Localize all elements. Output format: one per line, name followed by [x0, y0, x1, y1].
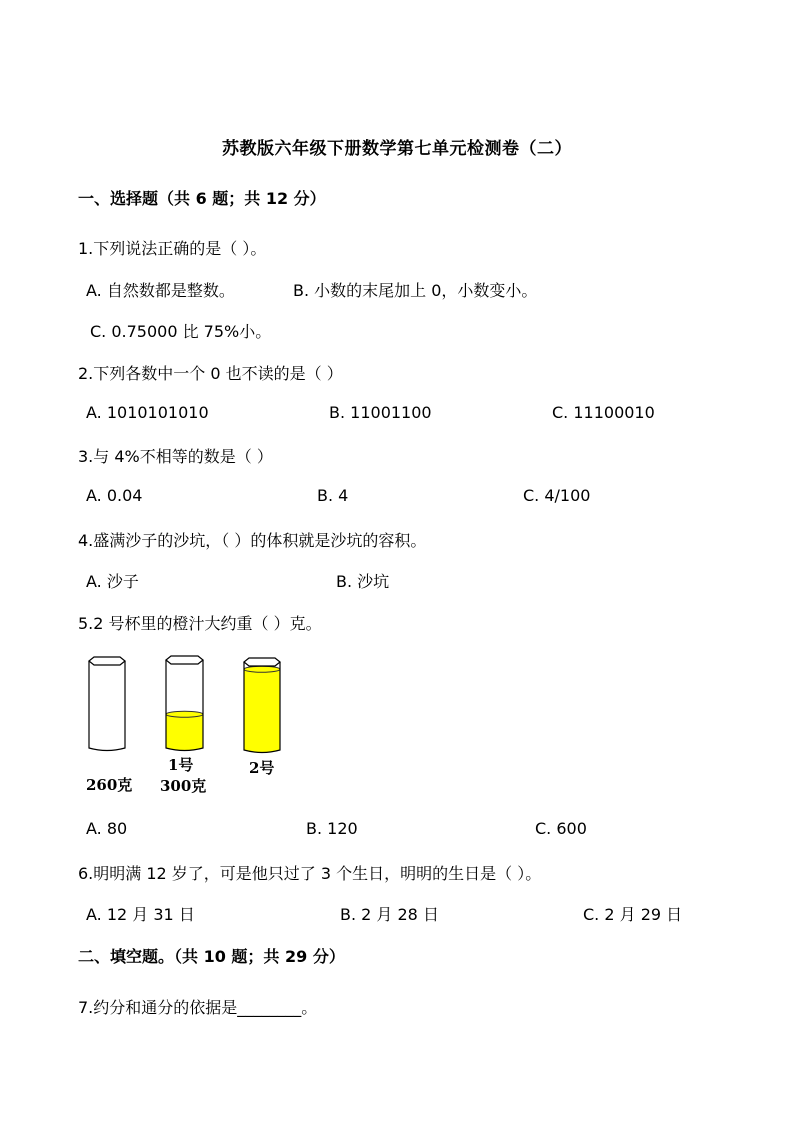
question-4: 4.盛满沙子的沙坑，（ ）的体积就是沙坑的容积。: [78, 531, 427, 550]
cup-3-juice-surface: [244, 666, 280, 672]
question-2: 2.下列各数中一个 0 也不读的是（ ）: [78, 364, 343, 383]
question-5: 5.2 号杯里的橙汁大约重（ ）克。: [78, 614, 322, 633]
cup-2-juice: [166, 714, 203, 750]
cup-1-weight: 260克: [86, 776, 133, 794]
cup-1: [89, 657, 125, 751]
cup-2-rim: [166, 656, 203, 664]
section-1-heading: 一、选择题（共 6 题；共 12 分）: [78, 189, 326, 208]
question-1: 1.下列说法正确的是（ ）。: [78, 239, 267, 258]
cup-2-body: [166, 660, 203, 751]
cup-1-body: [89, 661, 125, 751]
question-7: 7.约分和通分的依据是________。: [78, 998, 318, 1017]
q2-option-c: C. 11100010: [552, 403, 655, 422]
q6-option-c: C. 2 月 29 日: [583, 905, 683, 924]
cup-3-juice: [244, 669, 280, 752]
question-6: 6.明明满 12 岁了，可是他只过了 3 个生日，明明的生日是（ ）。: [78, 864, 542, 883]
cup-2-juice-surface: [166, 711, 203, 717]
cup-3-label: 2号: [249, 759, 275, 777]
cup-2: [166, 656, 203, 751]
cup-2-label: 1号: [168, 756, 194, 774]
q3-option-a: A. 0.04: [86, 486, 143, 505]
q4-option-a: A. 沙子: [86, 572, 139, 591]
q5-option-b: B. 120: [306, 819, 358, 838]
q4-option-b: B. 沙坑: [336, 572, 390, 591]
cup-3-body: [244, 662, 280, 753]
section-2-heading: 二、填空题。（共 10 题；共 29 分）: [78, 947, 345, 966]
cup-1-rim: [89, 657, 125, 665]
q1-option-c: C. 0.75000 比 75%小。: [90, 322, 272, 341]
q6-option-b: B. 2 月 28 日: [340, 905, 439, 924]
q1-option-a: A. 自然数都是整数。: [86, 281, 235, 300]
cup-3-rim: [244, 658, 280, 666]
q2-option-a: A. 1010101010: [86, 403, 209, 422]
q1-option-b: B. 小数的末尾加上 0，小数变小。: [293, 281, 538, 300]
q5-option-c: C. 600: [535, 819, 587, 838]
q5-option-a: A. 80: [86, 819, 128, 838]
q2-option-b: B. 11001100: [329, 403, 432, 422]
question-3: 3.与 4%不相等的数是（ ）: [78, 447, 273, 466]
page-title: 苏教版六年级下册数学第七单元检测卷（二）: [222, 139, 572, 159]
q3-option-c: C. 4/100: [523, 486, 591, 505]
q3-option-b: B. 4: [317, 486, 349, 505]
cup-3: [244, 658, 280, 753]
q6-option-a: A. 12 月 31 日: [86, 905, 195, 924]
cup-2-weight: 300克: [160, 777, 207, 795]
